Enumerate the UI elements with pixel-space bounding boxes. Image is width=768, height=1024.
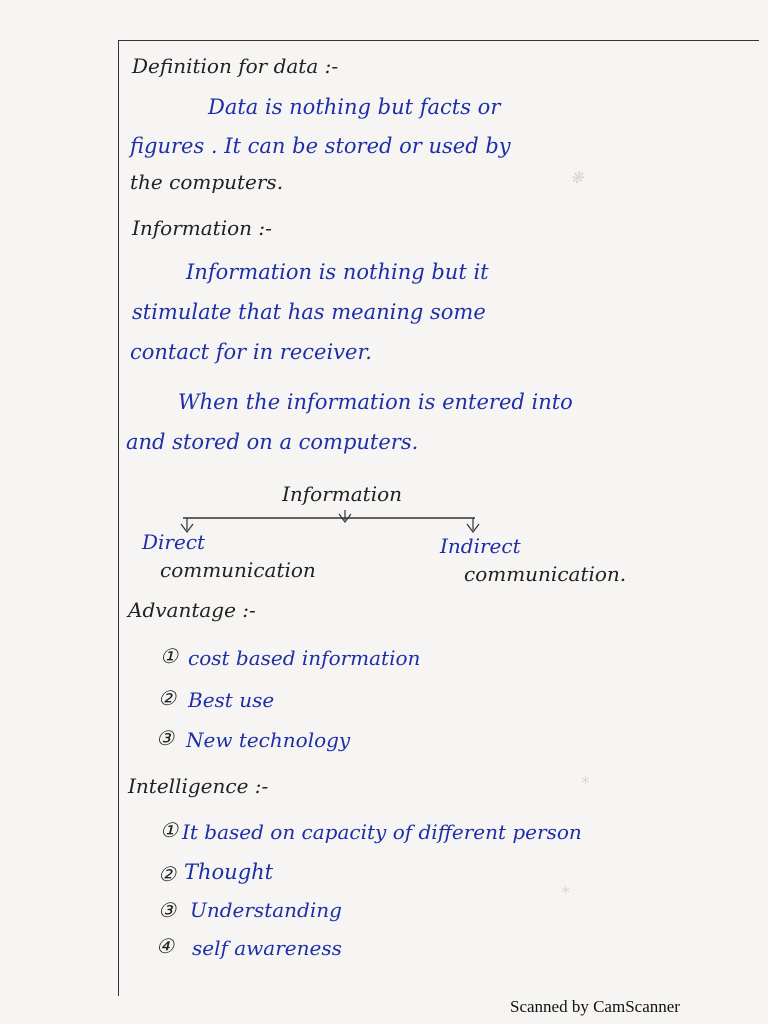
information-line-2: stimulate that has meaning some (132, 300, 486, 324)
intelligence-number-1: ① (160, 818, 178, 842)
information-line-4: When the information is entered into (178, 390, 573, 414)
scanner-watermark: Scanned by CamScanner (510, 997, 680, 1016)
information-line-3: contact for in receiver. (130, 340, 372, 364)
advantage-heading: Advantage :- (128, 598, 256, 622)
advantage-number-3: ③ (156, 726, 174, 750)
data-definition-line-2: figures . It can be stored or used by (130, 134, 511, 158)
information-line-1: Information is nothing but it (186, 260, 489, 284)
indirect-communication-label: communication. (464, 562, 627, 586)
advantage-item-1: cost based information (188, 646, 421, 670)
indirect-label: Indirect (440, 534, 521, 558)
direct-communication-label: communication (160, 558, 316, 582)
intelligence-number-2: ② (158, 862, 176, 886)
intelligence-number-4: ④ (156, 934, 174, 958)
direct-label: Direct (142, 530, 206, 554)
diagram-root-label: Information (282, 482, 403, 506)
intelligence-heading: Intelligence :- (128, 774, 269, 798)
advantage-number-2: ② (158, 686, 176, 710)
definition-heading: Definition for data :- (132, 54, 339, 78)
data-definition-line-1: Data is nothing but facts or (208, 95, 501, 119)
intelligence-item-1: It based on capacity of different person (182, 820, 582, 844)
bleed-through-mark: ❋ (570, 168, 584, 187)
advantage-number-1: ① (160, 644, 178, 668)
data-definition-line-3: the computers. (130, 170, 284, 194)
intelligence-item-2: Thought (184, 860, 274, 884)
information-line-5: and stored on a computers. (126, 430, 419, 454)
intelligence-item-3: Understanding (190, 898, 342, 922)
intelligence-number-3: ③ (158, 898, 176, 922)
information-heading: Information :- (132, 216, 272, 240)
advantage-item-3: New technology (186, 728, 351, 752)
advantage-item-2: Best use (188, 688, 275, 712)
intelligence-item-4: self awareness (192, 936, 342, 960)
bleed-through-mark: ∗ (580, 770, 591, 789)
bleed-through-mark: ∗ (560, 880, 571, 899)
